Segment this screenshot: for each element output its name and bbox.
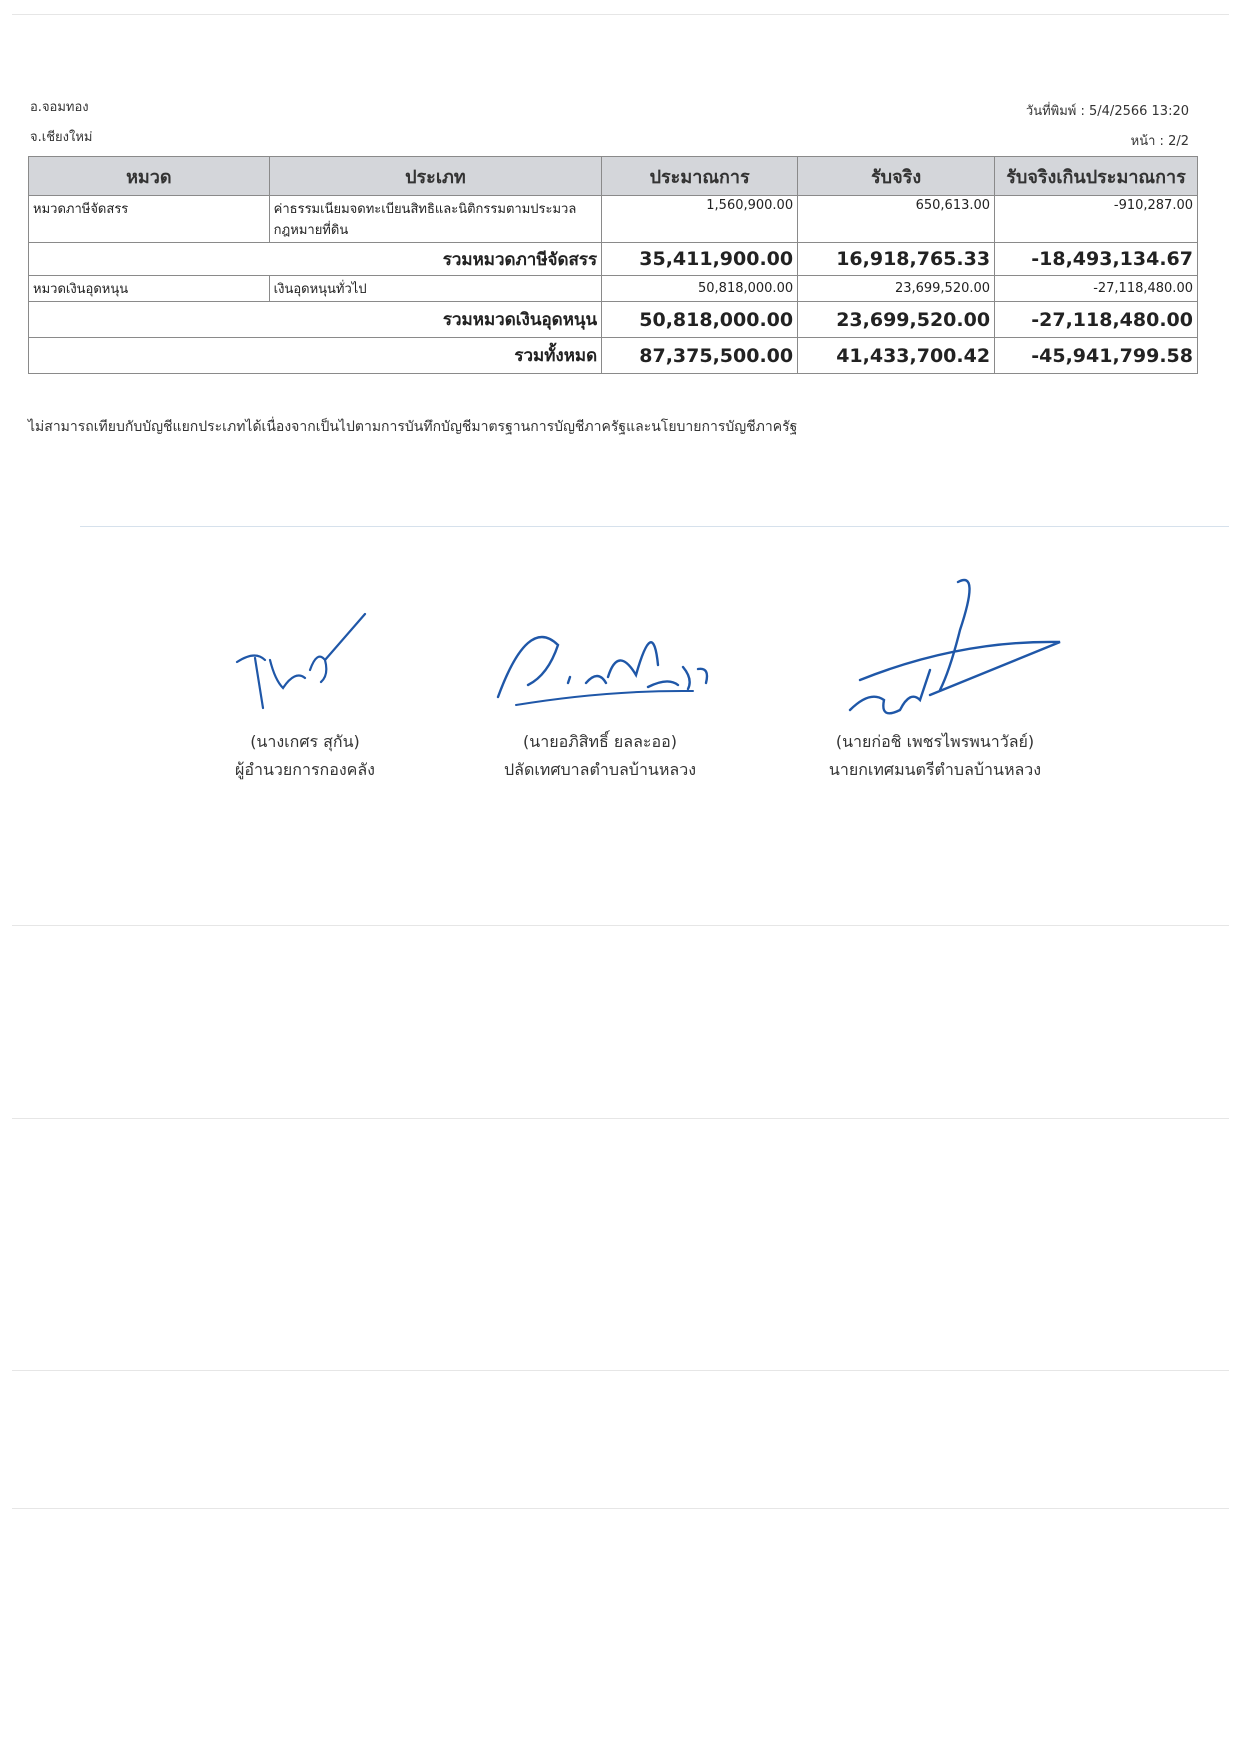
province-label: จ.เชียงใหม่: [30, 130, 93, 145]
cell-estimate: 50,818,000.00: [602, 276, 798, 302]
signatory-2: [455, 728, 745, 784]
subtotal-row: [29, 302, 1198, 338]
grand-total-diff: -45,941,799.58: [995, 338, 1198, 374]
signatory-title: ผู้อำนวยการกองคลัง: [235, 760, 375, 779]
scan-line: [12, 1370, 1229, 1371]
grand-total-row: [29, 338, 1198, 374]
col-header-diff: รับจริงเกินประมาณการ: [995, 157, 1198, 196]
scan-line: [12, 1508, 1229, 1509]
cell-actual: 650,613.00: [798, 196, 995, 243]
subtotal-label: รวมหมวดภาษีจัดสรร: [29, 243, 602, 276]
table-row: [29, 196, 1198, 243]
grand-total-estimate: 87,375,500.00: [602, 338, 798, 374]
col-header-estimate: ประมาณการ: [602, 157, 798, 196]
subtotal-row: [29, 243, 1198, 276]
signatory-title: นายกเทศมนตรีตำบลบ้านหลวง: [828, 760, 1042, 779]
cell-category: หมวดเงินอุดหนุน: [29, 276, 270, 302]
cell-type: ค่าธรรมเนียมจดทะเบียนสิทธิและนิติกรรมตามประมวลกฎหมายที่ดิน: [269, 196, 602, 243]
col-header-actual: รับจริง: [798, 157, 995, 196]
col-header-type: ประเภท: [269, 157, 602, 196]
cell-diff: -27,118,480.00: [995, 276, 1198, 302]
subtotal-actual: 16,918,765.33: [798, 243, 995, 276]
table-row: [29, 276, 1198, 302]
subtotal-diff: -18,493,134.67: [995, 243, 1198, 276]
cell-estimate: 1,560,900.00: [602, 196, 798, 243]
page-number: หน้า : 2/2: [1130, 134, 1189, 149]
subtotal-diff: -27,118,480.00: [995, 302, 1198, 338]
scan-line: [12, 14, 1229, 15]
subtotal-actual: 23,699,520.00: [798, 302, 995, 338]
cell-type: เงินอุดหนุนทั่วไป: [269, 276, 602, 302]
signatory-name: (นายอภิสิทธิ์ ยลละออ): [523, 732, 677, 751]
grand-total-actual: 41,433,700.42: [798, 338, 995, 374]
scan-line: [12, 925, 1229, 926]
signatory-title: ปลัดเทศบาลตำบลบ้านหลวง: [503, 760, 697, 779]
signature-1-image: [225, 600, 375, 710]
signatory-3: [780, 728, 1090, 784]
col-header-category: หมวด: [29, 157, 270, 196]
scan-line: [12, 1118, 1229, 1119]
signatory-name: (นางเกศร สุกัน): [250, 732, 360, 751]
cell-diff: -910,287.00: [995, 196, 1198, 243]
grand-total-label: รวมทั้งหมด: [29, 338, 602, 374]
subtotal-label: รวมหมวดเงินอุดหนุน: [29, 302, 602, 338]
subtotal-estimate: 50,818,000.00: [602, 302, 798, 338]
signature-3-image: [840, 570, 1070, 720]
cell-category: หมวดภาษีจัดสรร: [29, 196, 270, 243]
footnote: ไม่สามารถเทียบกับบัญชีแยกประเภทได้เนื่องจากเป็นไปตามการบันทึกบัญชีมาตรฐานการบัญชีภาครัฐและนโยบายการบัญชีภาครัฐ: [28, 419, 798, 435]
signature-2-image: [488, 605, 718, 715]
revenue-table: [28, 156, 1198, 374]
signatory-1: [180, 728, 430, 784]
signatory-name: (นายก่อชิ เพชรไพรพนาวัลย์): [835, 732, 1035, 751]
print-date: วันที่พิมพ์ : 5/4/2566 13:20: [1025, 104, 1189, 119]
cell-actual: 23,699,520.00: [798, 276, 995, 302]
district-label: อ.จอมทอง: [30, 100, 89, 115]
table-header-row: [29, 157, 1198, 196]
subtotal-estimate: 35,411,900.00: [602, 243, 798, 276]
scan-line: [80, 526, 1229, 527]
